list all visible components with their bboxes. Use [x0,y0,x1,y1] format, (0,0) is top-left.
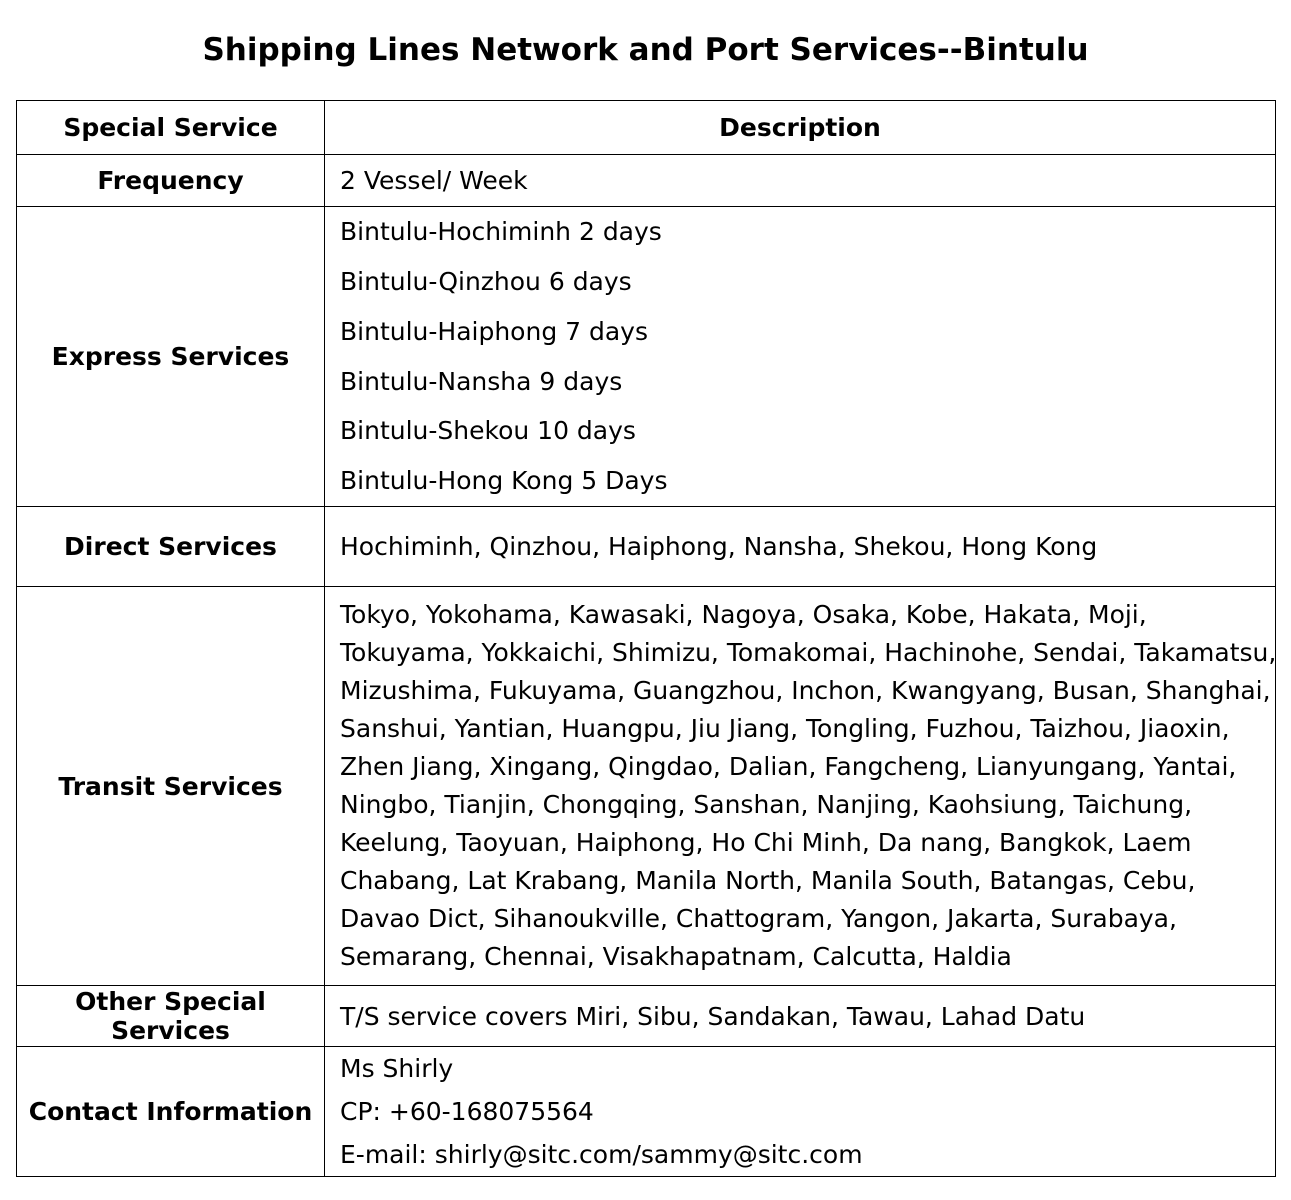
express-route: Bintulu-Hochiminh 2 days [340,217,662,247]
express-route: Bintulu-Shekou 10 days [340,416,636,446]
frequency-value: 2 Vessel/ Week [325,155,1276,207]
services-table [16,100,1276,1177]
transit-ports-line: Chabang, Lat Krabang, Manila North, Manila South, Batangas, Cebu, [340,866,1196,895]
direct-services-label: Direct Services [17,507,325,587]
direct-services-value: Hochiminh, Qinzhou, Haiphong, Nansha, Shekou, Hong Kong [325,507,1276,587]
table-row-contact-information [17,1047,1276,1177]
express-route: Bintulu-Nansha 9 days [340,366,623,396]
transit-ports-line: Tokuyama, Yokkaichi, Shimizu, Tomakomai, Hachinohe, Sendai, Takamatsu, [340,638,1277,667]
contact-phone: CP: +60-168075564 [340,1097,594,1126]
header-description: Description [325,101,1276,155]
frequency-label: Frequency [17,155,325,207]
other-special-services-value: T/S service covers Miri, Sibu, Sandakan, Tawau, Lahad Datu [325,986,1276,1047]
express-services-list [325,207,1276,507]
transit-ports-line: Semarang, Chennai, Visakhapatnam, Calcutta, Haldia [340,942,1012,971]
express-route: Bintulu-Qinzhou 6 days [340,266,632,296]
transit-ports-line: Mizushima, Fukuyama, Guangzhou, Inchon, Kwangyang, Busan, Shanghai, [340,676,1271,705]
transit-ports-line: Ningbo, Tianjin, Chongqing, Sanshan, Nanjing, Kaohsiung, Taichung, [340,790,1193,819]
table-row-direct-services [17,507,1276,587]
transit-ports-line: Keelung, Taoyuan, Haiphong, Ho Chi Minh, Da nang, Bangkok, Laem [340,828,1192,857]
page-title: Shipping Lines Network and Port Services--Bintulu [202,32,1089,68]
table-row-frequency [17,155,1276,207]
contact-name: Ms Shirly [340,1054,454,1083]
transit-services-label: Transit Services [17,587,325,986]
table-header-row [17,101,1276,155]
transit-ports-line: Tokyo, Yokohama, Kawasaki, Nagoya, Osaka, Kobe, Hakata, Moji, [340,600,1147,629]
table-row-express-services [17,207,1276,507]
transit-ports-line: Davao Dict, Sihanoukville, Chattogram, Yangon, Jakarta, Surabaya, [340,904,1177,933]
contact-information-label: Contact Information [17,1047,325,1177]
express-services-label: Express Services [17,207,325,507]
express-route: Bintulu-Hong Kong 5 Days [340,466,668,496]
transit-ports-line: Sanshui, Yantian, Huangpu, Jiu Jiang, Tongling, Fuzhou, Taizhou, Jiaoxin, [340,714,1230,743]
other-special-services-label: Other Special Services [17,986,325,1047]
table-row-transit-services [17,587,1276,986]
express-route: Bintulu-Haiphong 7 days [340,316,648,346]
contact-information-details [325,1047,1276,1177]
table-row-other-special-services [17,986,1276,1047]
header-special-service: Special Service [17,101,325,155]
contact-email: E-mail: shirly@sitc.com/sammy@sitc.com [340,1140,863,1169]
transit-ports-line: Zhen Jiang, Xingang, Qingdao, Dalian, Fangcheng, Lianyungang, Yantai, [340,752,1237,781]
transit-services-list [325,587,1276,986]
